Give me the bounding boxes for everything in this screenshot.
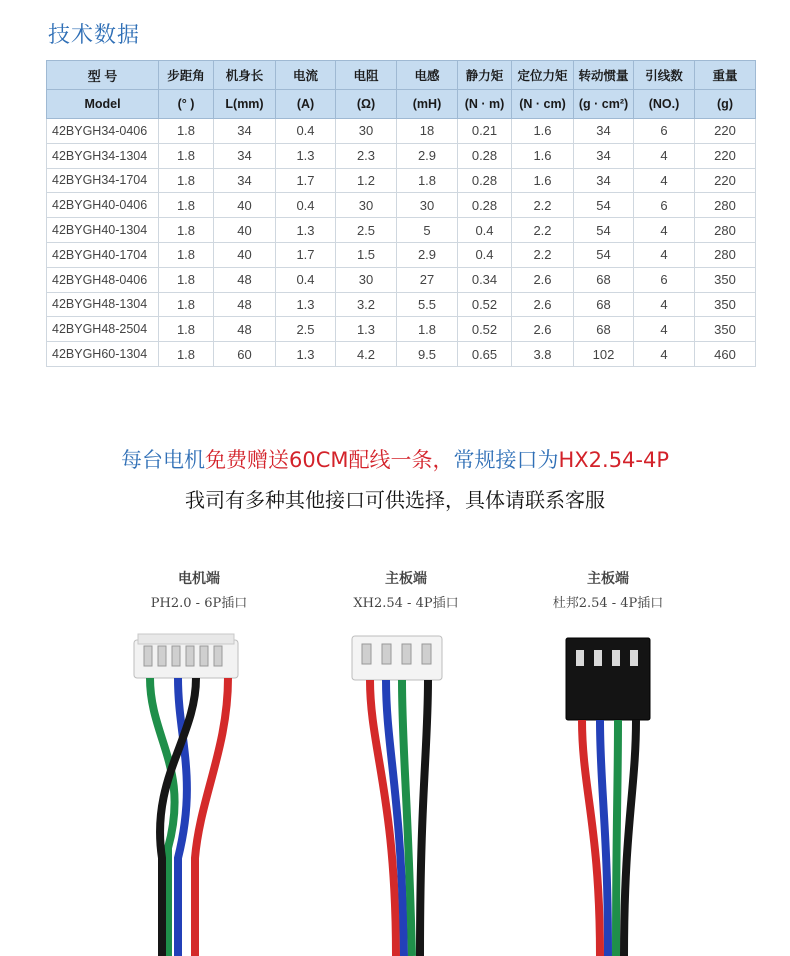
value-cell: 1.8 (159, 267, 214, 292)
connector-title: 主板端 (587, 571, 629, 587)
value-cell: 2.9 (397, 242, 458, 267)
value-cell: 350 (695, 292, 756, 317)
value-cell: 40 (214, 242, 276, 267)
value-cell: 350 (695, 267, 756, 292)
value-cell: 4 (634, 317, 695, 342)
model-cell: 42BYGH34-1304 (47, 143, 159, 168)
value-cell: 1.6 (512, 168, 574, 193)
value-cell: 0.4 (276, 267, 336, 292)
table-header-units-row (47, 90, 756, 119)
value-cell: 1.3 (276, 143, 336, 168)
value-cell: 2.5 (336, 218, 397, 243)
value-cell: 6 (634, 193, 695, 218)
connector-label-dupont (493, 568, 723, 611)
value-cell: 5 (397, 218, 458, 243)
value-cell: 2.6 (512, 317, 574, 342)
table-body (47, 119, 756, 367)
header-cell: 电流 (276, 61, 336, 90)
value-cell: 1.3 (276, 342, 336, 367)
value-cell: 220 (695, 168, 756, 193)
header-unit-cell: (° ) (159, 90, 214, 119)
value-cell: 9.5 (397, 342, 458, 367)
table-row (47, 317, 756, 342)
value-cell: 48 (214, 292, 276, 317)
header-cell: 重量 (695, 61, 756, 90)
value-cell: 0.4 (276, 193, 336, 218)
connector-title: 电机端 (178, 571, 220, 587)
value-cell: 4 (634, 168, 695, 193)
value-cell: 1.8 (159, 317, 214, 342)
value-cell: 460 (695, 342, 756, 367)
table-row (47, 267, 756, 292)
value-cell: 1.8 (159, 119, 214, 144)
value-cell: 1.3 (276, 218, 336, 243)
value-cell: 0.4 (276, 119, 336, 144)
value-cell: 4 (634, 242, 695, 267)
value-cell: 280 (695, 193, 756, 218)
table-row (47, 342, 756, 367)
value-cell: 1.6 (512, 119, 574, 144)
value-cell: 3.2 (336, 292, 397, 317)
promo-line-1 (0, 444, 790, 474)
value-cell: 4.2 (336, 342, 397, 367)
value-cell: 1.7 (276, 168, 336, 193)
value-cell: 34 (574, 143, 634, 168)
header-unit-cell: (NO.) (634, 90, 695, 119)
model-cell: 42BYGH40-1304 (47, 218, 159, 243)
spec-table (46, 60, 756, 367)
promo-text: 每台电机 (120, 448, 205, 472)
value-cell: 54 (574, 193, 634, 218)
value-cell: 27 (397, 267, 458, 292)
value-cell: 68 (574, 292, 634, 317)
value-cell: 2.2 (512, 218, 574, 243)
value-cell: 2.6 (512, 267, 574, 292)
table-row (47, 193, 756, 218)
value-cell: 3.8 (512, 342, 574, 367)
table-row (47, 119, 756, 144)
connector-subtitle: XH2.54 - 4P插口 (353, 596, 459, 611)
value-cell: 1.8 (159, 292, 214, 317)
value-cell: 0.28 (458, 193, 512, 218)
value-cell: 0.28 (458, 168, 512, 193)
value-cell: 0.34 (458, 267, 512, 292)
connector-label-motor (84, 568, 314, 611)
model-cell: 42BYGH48-1304 (47, 292, 159, 317)
table-row (47, 292, 756, 317)
promo-line-2: 我司有多种其他接口可供选择，具体请联系客服 (185, 488, 605, 512)
value-cell: 1.3 (336, 317, 397, 342)
header-unit-cell: (A) (276, 90, 336, 119)
value-cell: 350 (695, 317, 756, 342)
header-unit-cell: (N · m) (458, 90, 512, 119)
value-cell: 30 (336, 119, 397, 144)
table-row (47, 168, 756, 193)
header-cell: 电感 (397, 61, 458, 90)
header-unit-cell: Model (47, 90, 159, 119)
value-cell: 2.5 (276, 317, 336, 342)
header-cell: 定位力矩 (512, 61, 574, 90)
value-cell: 30 (336, 267, 397, 292)
value-cell: 280 (695, 242, 756, 267)
value-cell: 1.5 (336, 242, 397, 267)
value-cell: 1.8 (159, 143, 214, 168)
ph-connector-image (134, 634, 238, 956)
connector-label-xh (291, 568, 521, 611)
value-cell: 1.3 (276, 292, 336, 317)
table-row (47, 143, 756, 168)
header-unit-cell: (mH) (397, 90, 458, 119)
model-cell: 42BYGH48-2504 (47, 317, 159, 342)
value-cell: 1.8 (159, 168, 214, 193)
connector-title: 主板端 (385, 571, 427, 587)
value-cell: 34 (214, 119, 276, 144)
value-cell: 48 (214, 267, 276, 292)
value-cell: 4 (634, 342, 695, 367)
value-cell: 34 (214, 143, 276, 168)
value-cell: 0.65 (458, 342, 512, 367)
value-cell: 6 (634, 267, 695, 292)
value-cell: 4 (634, 143, 695, 168)
value-cell: 34 (214, 168, 276, 193)
value-cell: 54 (574, 242, 634, 267)
header-cell: 机身长 (214, 61, 276, 90)
promo-highlight: 免费赠送60CM配线一条， (204, 448, 454, 472)
table-row (47, 218, 756, 243)
value-cell: 220 (695, 119, 756, 144)
value-cell: 40 (214, 193, 276, 218)
header-unit-cell: (g) (695, 90, 756, 119)
header-model-cell: 型 号 (47, 61, 159, 90)
promo-text: 常规接口为 (453, 448, 559, 472)
section-title: 技术数据 (48, 23, 141, 48)
value-cell: 2.3 (336, 143, 397, 168)
value-cell: 0.21 (458, 119, 512, 144)
value-cell: 1.8 (159, 193, 214, 218)
xh-connector-image (352, 636, 442, 956)
value-cell: 68 (574, 317, 634, 342)
value-cell: 4 (634, 218, 695, 243)
value-cell: 280 (695, 218, 756, 243)
value-cell: 0.52 (458, 317, 512, 342)
value-cell: 30 (336, 193, 397, 218)
header-unit-cell: (N · cm) (512, 90, 574, 119)
value-cell: 68 (574, 267, 634, 292)
value-cell: 102 (574, 342, 634, 367)
header-unit-cell: (g · cm²) (574, 90, 634, 119)
connector-subtitle: PH2.0 - 6P插口 (150, 596, 248, 611)
value-cell: 1.6 (512, 143, 574, 168)
table-header-row (47, 61, 756, 90)
value-cell: 30 (397, 193, 458, 218)
model-cell: 42BYGH34-0406 (47, 119, 159, 144)
value-cell: 4 (634, 292, 695, 317)
value-cell: 0.4 (458, 218, 512, 243)
value-cell: 18 (397, 119, 458, 144)
header-cell: 电阻 (336, 61, 397, 90)
model-cell: 42BYGH34-1704 (47, 168, 159, 193)
header-unit-cell: L(mm) (214, 90, 276, 119)
header-unit-cell: (Ω) (336, 90, 397, 119)
value-cell: 1.8 (159, 242, 214, 267)
header-cell: 步距角 (159, 61, 214, 90)
value-cell: 0.28 (458, 143, 512, 168)
value-cell: 34 (574, 119, 634, 144)
model-cell: 42BYGH48-0406 (47, 267, 159, 292)
value-cell: 2.6 (512, 292, 574, 317)
value-cell: 54 (574, 218, 634, 243)
model-cell: 42BYGH40-1704 (47, 242, 159, 267)
value-cell: 34 (574, 168, 634, 193)
header-cell: 引线数 (634, 61, 695, 90)
value-cell: 2.2 (512, 193, 574, 218)
value-cell: 0.4 (458, 242, 512, 267)
connector-subtitle: 杜邦2.54 - 4P插口 (552, 596, 664, 611)
model-cell: 42BYGH40-0406 (47, 193, 159, 218)
value-cell: 60 (214, 342, 276, 367)
value-cell: 1.8 (397, 317, 458, 342)
value-cell: 6 (634, 119, 695, 144)
value-cell: 2.2 (512, 242, 574, 267)
value-cell: 2.9 (397, 143, 458, 168)
value-cell: 1.8 (159, 342, 214, 367)
header-cell: 静力矩 (458, 61, 512, 90)
value-cell: 1.7 (276, 242, 336, 267)
value-cell: 220 (695, 143, 756, 168)
value-cell: 5.5 (397, 292, 458, 317)
value-cell: 1.8 (397, 168, 458, 193)
connector-wires-illustration (0, 628, 790, 956)
value-cell: 1.8 (159, 218, 214, 243)
header-cell: 转动惯量 (574, 61, 634, 90)
value-cell: 40 (214, 218, 276, 243)
dupont-connector-image (566, 638, 650, 956)
value-cell: 48 (214, 317, 276, 342)
value-cell: 1.2 (336, 168, 397, 193)
promo-highlight: HX2.54-4P (558, 448, 670, 472)
table-row (47, 242, 756, 267)
model-cell: 42BYGH60-1304 (47, 342, 159, 367)
value-cell: 0.52 (458, 292, 512, 317)
